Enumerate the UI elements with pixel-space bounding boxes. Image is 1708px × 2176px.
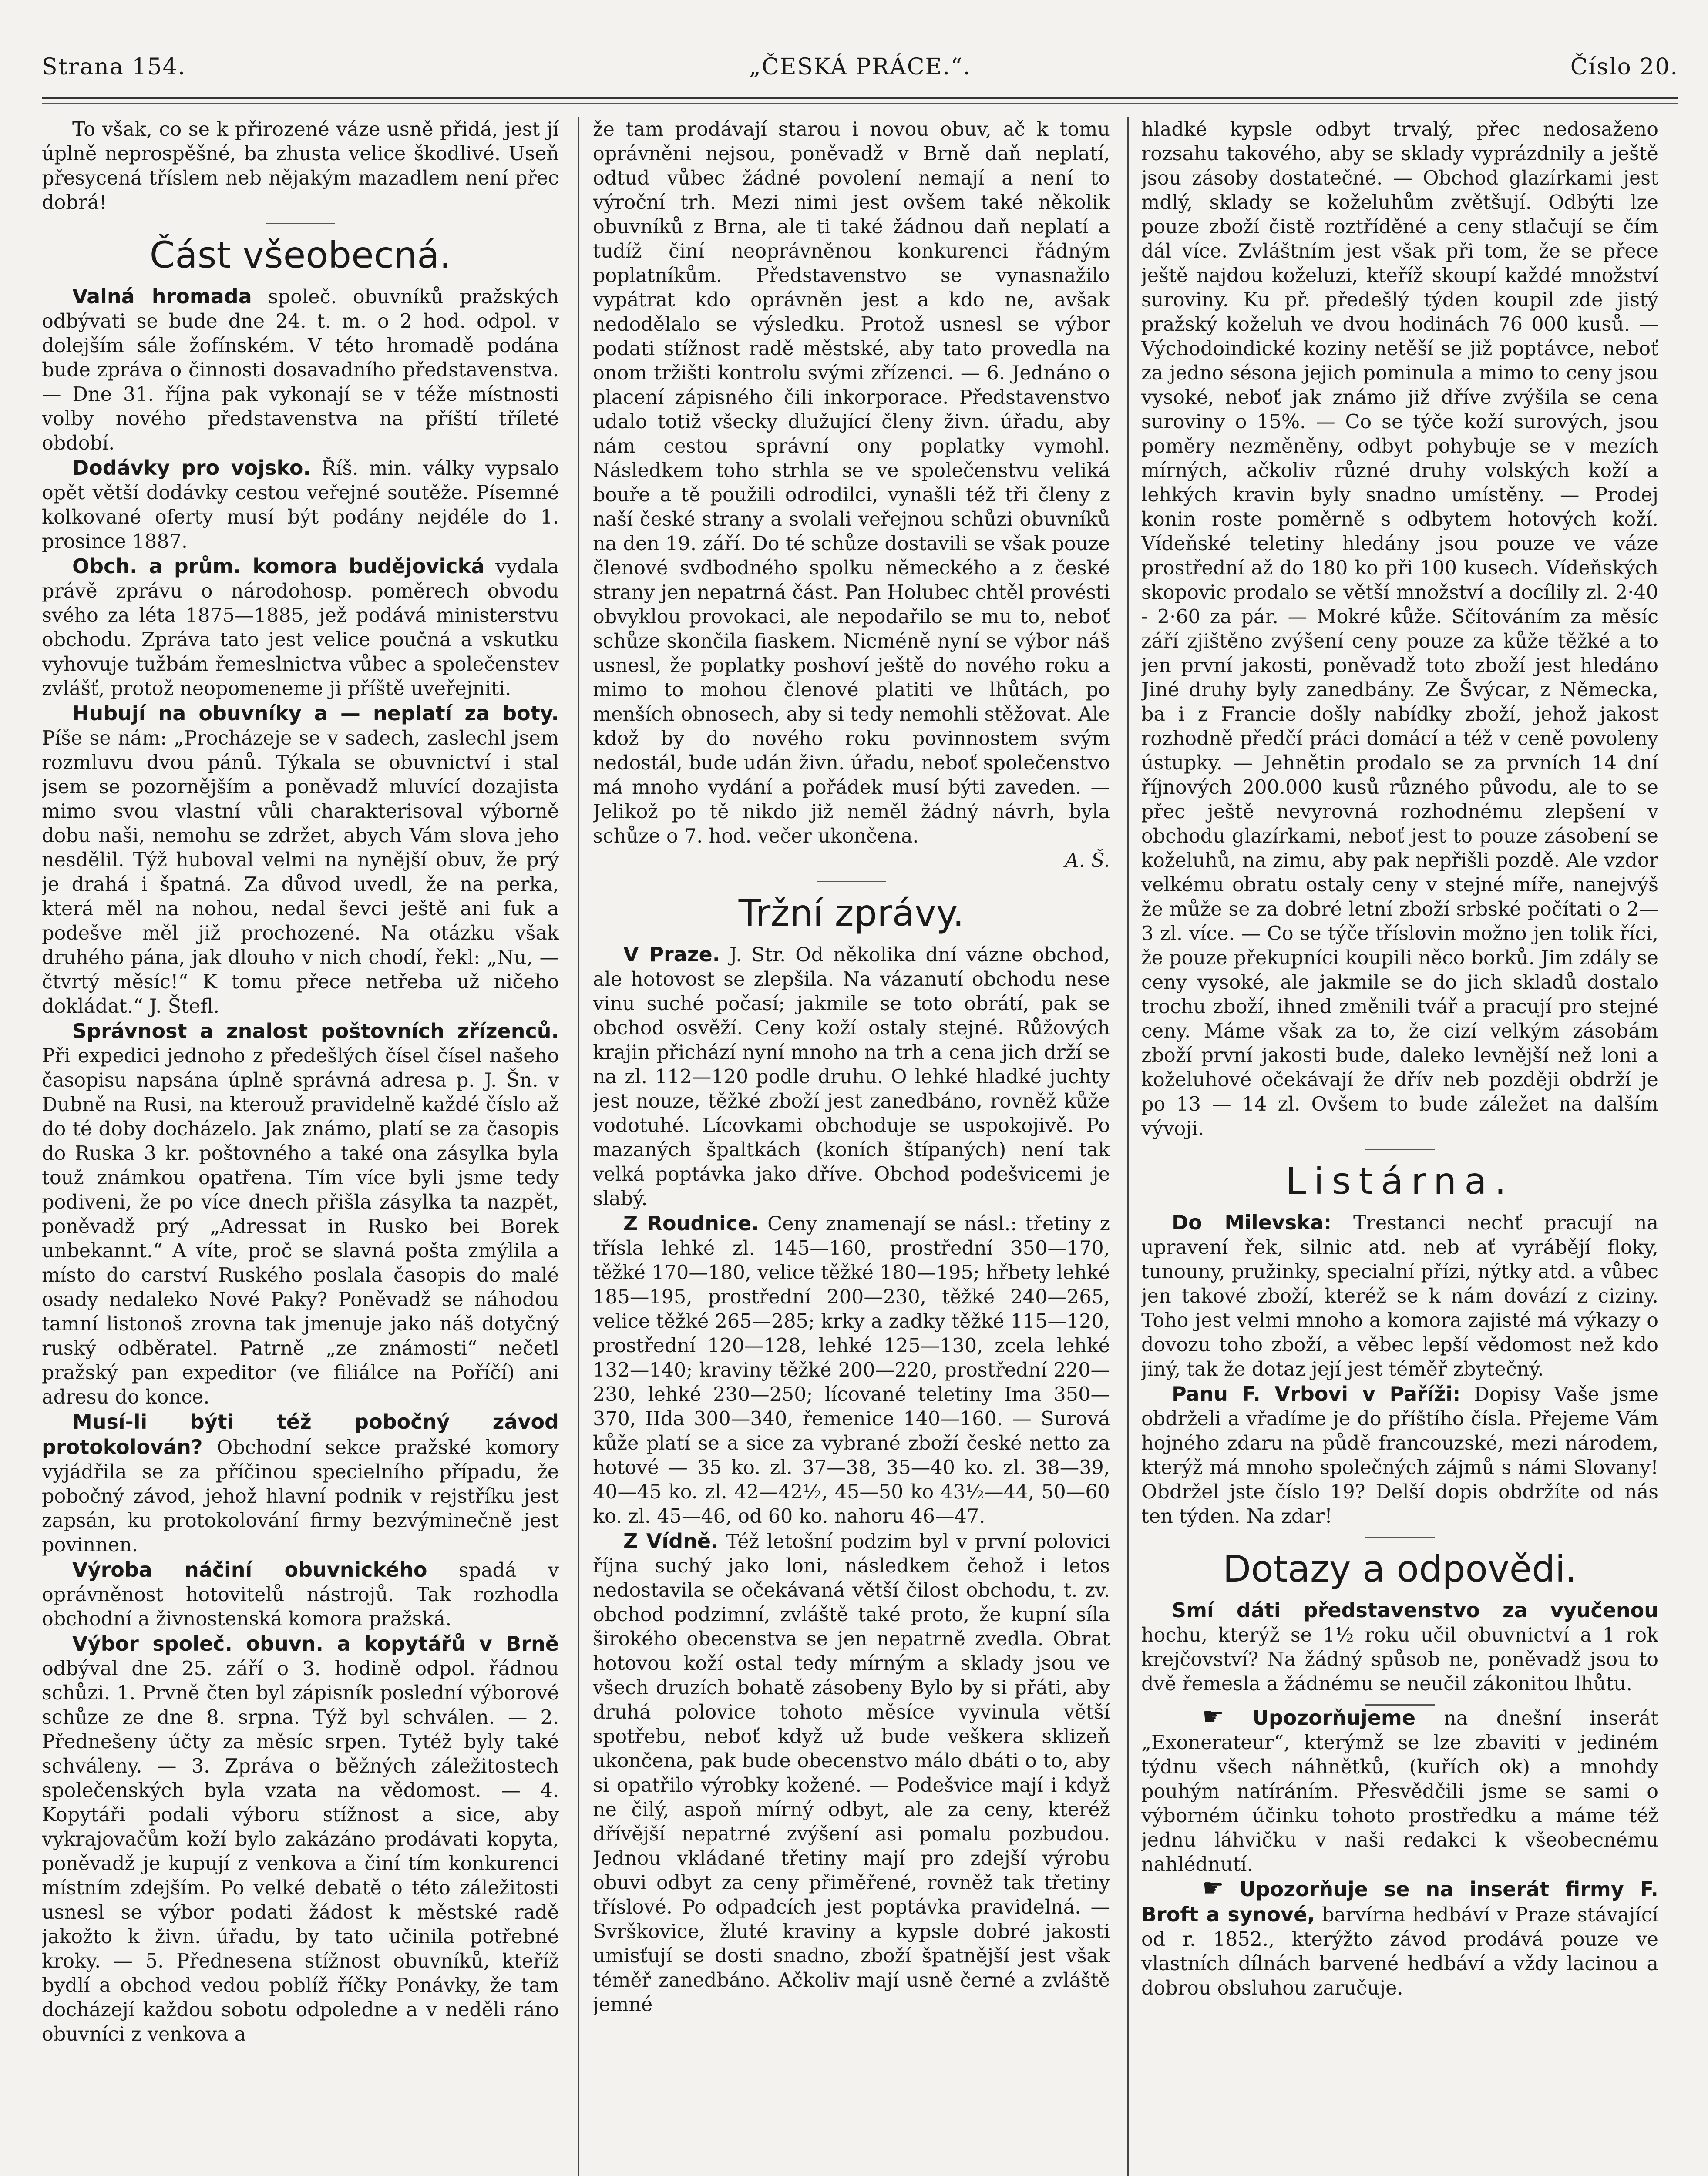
item-heading: Z Vídně.: [623, 1529, 719, 1553]
letter-reply: [1141, 1210, 1658, 1382]
item-text: Píše se nám: „Procházeje se v sadech, zaslechl jsem rozmluvu dvou pánů. Týkala se obuvnictví i stal jsem se pozornějším a poněvadž mluvící dozajista mimo svou vlastní vůli charakterisoval výborně dobu naši, nemohu se zdržet, abych Vám slova jeho nesdělil. Týž huboval velmi na nynější obuv, že prý je drahá i špatná. Za důvod uvedl, že na perka, která měl na nohou, nedal ševci ještě ani fuk a podešve měl již prochozené. Na otázku však druhého pána, jak dlouho v nich chodí, řekl: „Nu, — čtvrtý měsíc!“ K tomu přece netřeba už ničeho dokládat.“ J. Štefl.: [42, 727, 559, 1017]
item-text: vydala právě zprávu o národohosp. poměrech obvodu svého za léta 1875—1885, jež podává ministerstvu obchodu. Zpráva tato jest velice poučná a vskutku vyhovuje tužbám řemeslnictva vůbec a společenstev zvlášť, protož neopomeneme ji příště uveřejniti.: [42, 556, 559, 700]
column-1: [42, 118, 559, 2176]
separator: [817, 881, 886, 882]
signature: A. Š.: [1065, 850, 1110, 872]
item-heading: Dodávky pro vojsko.: [72, 456, 311, 480]
item-text: hochu, kterýž se 1½ roku učil obuvnictví a 1 rok krejčovství? Na žádný spůsob ne, poněvadž jsou to dvě řemesla a žádnému se neučil zákonitou lhůtu.: [1141, 1624, 1658, 1695]
news-item: [42, 1410, 559, 1558]
item-heading: Hubují na obuvníky a — neplatí za boty.: [72, 702, 559, 725]
notice-heading: Upozorňujeme: [1252, 1706, 1416, 1729]
pointing-hand-icon: ☛: [1202, 1703, 1224, 1731]
item-heading: Smí dáti představenstvo za vyučenou: [1172, 1598, 1658, 1622]
market-report: [593, 1529, 1110, 2017]
news-item: [42, 1558, 559, 1632]
notice-text: barvírna hedbáví v Praze stávající od r. 1852., kterýžto závod prodává pouze ve vlastních dílnách barvené hedbáví a vždy lacinou a dobrou obsluhou zaručuje.: [1141, 1904, 1658, 1999]
item-text: společ. obuvníků pražských odbývati se bude dne 24. t. m. o 2 hod. odpol. v dolejším sále žofínském. V této hromadě podána bude zpráva o činnosti dosavadního představenstva. — Dne 31. října pak vykonají se v téže místnosti volby nového představenstva na příští tříleté období.: [42, 286, 559, 454]
section-title: Část všeobecná.: [149, 234, 451, 276]
header-rule-thin: [42, 103, 1678, 104]
separator: [266, 223, 335, 224]
item-heading: Správnost a znalost poštovních zřízenců.: [72, 1019, 559, 1043]
separator: [1365, 1537, 1435, 1538]
separator: [1365, 1149, 1435, 1150]
continued-text: že tam prodávají starou i novou obuv, ač k tomu oprávněni nejsou, poněvadž v Brně daň neplatí, odtud vůbec žádné povolení nemají a není to výroční trh. Mezi nimi jest ovšem také několik obuvníků z Brna, ale ti také žádnou daň neplatí a tudíž činí neoprávněnou konkurenci řádným poplatníkům. Představenstvo se vynasnažilo vypátrat kdo oprávněn jest a kdo ne, avšak nedodělalo se výsledku. Protož usnesl se výbor podati stížnost radě městské, aby tato provedla na onom tržišti kontrolu svými zřízenci. — 6. Jednáno o placení zápisného čili inkorporace. Představenstvo udalo totiž všecky dlužující členy živn. úřadu, aby nám cestou správní ony poplatky vymohl. Následkem toho strhla se ve společenstvu veliká bouře a tě použili odrodilci, vynašli též tři členy z naší české strany a svolali veřejnou schůzi obuvníků na den 19. září. Do té schůze dostavili se však pouze členové svdbodného spolku německého a z české strany jen nepatrná část. Pan Holubec chtěl provésti obvyklou provokaci, ale nepodařilo se mu to, neboť schůze skončila fiaskem. Nicméně nyní se výbor náš usnesl, že poplatky poshoví ještě do nového roku a mimo to mohou členové platiti ve lhůtách, po menších obnosech, aby si tedy nemohli stěžovat. Ale kdož by do nového roku povinnostem svým nedostál, bude udán živn. úřadu, neboť společenstvo má mnoho vydání a pořádek musí býti zaveden. — Jelikož po tě nikdo již neměl žádný návrh, byla schůze o 7. hod. večer ukončena.: [593, 118, 1110, 847]
item-text: odbýval dne 25. září o 3. hodině odpol. řádnou schůzi. 1. Prvně čten byl zápisník poslední výborové schůze ze dne 8. srpna. Týž byl schválen. — 2. Přednešeny účty za měsíc srpen. Tytéž byly také schváleny. — 3. Zpráva o běžných záležitostech společenských byla vzata na vědomost. — 4. Kopytáři podali výboru stížnost a sice, aby vykrajovačům koží bylo zakázáno prodávati kopyta, poněvadž je kupují z venkova a činí tím konkurenci místním zdejším. Po velké debatě o této záležitosti usnesl se výbor podati žádost k městské radě jakožto k živn. úřadu, by tato učinila potřebné kroky. — 5. Přednesena stížnost obuvníků, kteříž bydlí a obchod vedou poblíž říčky Ponávky, že tam docházejí každou sobotu odpoledne a v neděli ráno obuvníci z venkova a: [42, 1658, 559, 2045]
item-heading: Obch. a prům. komora budějovická: [72, 554, 485, 578]
journal-title: „ČESKÁ PRÁCE.“.: [749, 54, 972, 80]
letter-reply: [1141, 1382, 1658, 1529]
item-heading: Výbor společ. obuvn. a kopytářů v Brně: [72, 1632, 559, 1656]
page-number: Strana 154.: [42, 54, 186, 80]
market-report: [593, 1211, 1110, 1529]
news-item: [42, 701, 559, 1019]
item-text: Obchodní sekce pražské komory vyjádřila se za příčinou specielního případu, že pobočný závod, jehož hlavní podnik v rejstříku jest zapsán, ku protokolování firmy bezvýminečně jest povinnen.: [42, 1437, 559, 1556]
item-heading: Do Milevska:: [1172, 1211, 1332, 1234]
news-item: [42, 284, 559, 456]
item-text: Dopisy Vaše jsme obdrželi a vřadíme je do příštího čísla. Přejeme Vám hojného zdaru na půdě francouzské, mezi národem, kterýž má mnoho společných zájmů s námi Slovany! Obdržel jste číslo 19? Delší dopis obdržíte od nás ten týden. Na zdar!: [1141, 1384, 1658, 1528]
item-heading: V Praze.: [623, 943, 720, 966]
column-3: [1141, 118, 1658, 2176]
section-title: Listárna.: [1285, 1160, 1514, 1202]
qa-item: [1141, 1598, 1658, 1696]
notice-text: na dnešní inserát „Exoneratеur“, kterýmž se lze zbaviti v jediném týdnu všech náhnětků, (kuřích ok) a mnohdy pouhým natíráním. Přesvědčili jsme se sami o výborném účinku tohoto prostředku a máme též jednu láhvičku v naši redakci k všeobecnému nahlédnutí.: [1141, 1707, 1658, 1876]
column-2: [593, 118, 1110, 2176]
item-heading: Musí-li býti též pobočný závod protokolován?: [42, 1410, 559, 1459]
issue-number: Číslo 20.: [1570, 54, 1678, 80]
item-text: spadá v oprávněnost hotovitelů nástrojů. Tak rozhodla obchodní a živnostenská komora pražská.: [42, 1559, 559, 1630]
item-heading: Výroba náčiní obuvnického: [72, 1558, 427, 1582]
item-heading: Panu F. Vrbovi v Paříži:: [1172, 1382, 1461, 1406]
item-heading: Valná hromada: [72, 285, 252, 308]
column-divider: [1127, 117, 1129, 2176]
news-item: [42, 554, 559, 701]
news-item: [42, 1019, 559, 1410]
news-item: [42, 456, 559, 554]
item-text: Též letošní podzim byl v první polovici října suchý jako loni, následkem čehož i letos nedostavila se očekávaná větší čilost obchodu, t. zv. obchod podzimní, zvláště také proto, že kupní síla širokého obecenstva se jen nepatrně zvedla. Obrat hotovou koží ostal tedy mírným a sklady jsou ve všech druzích bohatě zásobeny Bylo by si přáti, aby druhá polovice tohoto měsíce vyvinula větší spotřebu, neboť když už bude veškera sklizeň ukončena, pak bude obecenstvo málo dbáti o to, aby si opatřilo výrobky kožené. — Podešvice mají i když ne čilý, aspoň mírný odbyt, ale za ceny, kteréž dřívější nepatrné zvýšení asi pomalu pozbudou. Jednou vkládané třetiny mají pro zdejší výrobu obuvi odbyt za ceny přiměřené, rovněž tak třetiny tříslové. Po odpadcích jest poptávka pravidelná. — Svrškovice, žluté kraviny a kypsle dobré jakosti umisťují se dosti snadno, zboží špatnější jest však téměř zanedbáno. Ačkoliv mají usně černé a zvláště jemné: [593, 1531, 1110, 2016]
notice: [1141, 1703, 1658, 1877]
item-text: J. Str. Od několika dní vázne obchod, ale hotovost se zlepšila. Na vázanutí obchodu nese vinu suché počasí; jakmile se toto obrátí, pak se obchod osvěží. Ceny koží ostaly stejné. Růžových krajin přichází nyní mnoho na trh a cena jich drží se na zl. 112—120 podle druhu. O lehké hladké juchty jest nouze, těžké zboží jest zanedbáno, rovněž kůže vodotuhé. Lícovkami obchoduje se uspokojivě. Po mazaných špaltkách (koních štípaných) není tak velká poptávka jako dříve. Obchod podešvicemi je slabý.: [593, 944, 1110, 1210]
section-title: Tržní zprávy.: [738, 892, 965, 934]
news-item: [42, 1632, 559, 2047]
column-divider: [578, 117, 579, 2176]
notice: [1141, 1874, 1658, 2001]
notice-heading: Upozorňuje se na inserát firmy F. Broft a synové,: [1141, 1877, 1658, 1926]
item-text: Při expedici jednoho z předešlých čísel čísel našeho časopisu napsána úplně správná adresa p. J. Šn. v Dubně na Rusi, na kterouž pravidelně každé číslo až do té doby docházelo. Jak známo, platí se za časopis do Ruska 3 kr. poštovného a také ona zásylka byla touž známkou opatřena. Tím více byli jsme tedy podiveni, že po více dnech přišla zásylka ta nazpět, poněvadž prý „Adressat in Rusko bei Borek unbekannt.“ A víte, proč se slavná pošta zmýlila a místo do carství Ruského poslala časopis do malé osady nedaleko Nové Paky? Poněvadž se náhodou tamní listonoš zrovna tak jmenuje jako náš dotyčný ruský odběratel. Patrně „ze známosti“ nečetl pražský pan expeditor (ve filiálce na Poříčí) ani adresu do konce.: [42, 1045, 559, 1408]
item-text: Ceny znamenají se násl.: třetiny z třísla lehké zl. 145—160, prostřední 350—170, těžké 170—180, velice těžké 180—195; hřbety lehké 185—195, prostřední 200—230, těžké 240—265, velice těžké 265—285; krky a zadky těžké 115—120, prostřední 120—128, lehké 125—130, zcela lehké 132—140; kraviny těžké 200—220, prostřední 220—230, lehké 230—250; lícované teletiny Ima 350—370, IIda 300—340, řemenice 140—160. — Surová kůže platí se a sice za vybrané zboží české netto za hotové — 35 ko. zl. 37—38, 35—40 ko. zl. 38—39, 40—45 ko. zl. 42—42½, 45—50 ko 43½—44, 50—60 ko. zl. 45—46, od 60 ko. nahoru 46—47.: [593, 1213, 1110, 1528]
intro-paragraph: To však, co se k přirozené váze usně přidá, jest jí úplně neprospěšné, ba zhusta velice škodlivé. Useň přesycená tříslem neb nějakým mazadlem není přec dobrá!: [42, 118, 559, 214]
item-text: Říš. min. války vypsalo opět větší dodávky cestou veřejné soutěže. Písemné kolkované oferty musí být podány nejdéle do 1. prosince 1887.: [42, 457, 559, 553]
market-report: [593, 942, 1110, 1211]
header-rule: [42, 97, 1678, 99]
item-text: Trestanci nechť pracují na upravení řek, silnic atd. neb ať vyrábějí floky, tunouny, pružinky, specialní přízi, nýtky atd. a vůbec jen takové zboží, kteréž se k nám dovází z ciziny. Toho jest velmi mnoho a komora zajisté má výkazy o dovozu toho zboží, a věbec lepší vědomost než kdo jiný, tak že dotaz její jest téměř zbytečný.: [1141, 1212, 1658, 1380]
item-heading: Z Roudnice.: [623, 1212, 759, 1235]
page-header: [42, 54, 1678, 89]
continued-text: hladké kypsle odbyt trvalý, přec nedosaženo rozsahu takového, aby se sklady vyprázdnily a ještě jsou zásoby dostatečné. — Obchod glazírkami jest mdlý, sklady se koželuhům zvětšují. Odbýti lze pouze zboží čistě roztříděné a ceny stlačují se čím dál více. Zvláštním jest však při tom, že se přece ještě najdou koželuzi, kteříž skoupí každé množství suroviny. Ku př. předešlý týden koupil zde jistý pražský koželuh ve dvou hodinách 76 000 kusů. — Východoindické koziny netěší se již poptávce, neboť za jedno sésona jejich pominula a mimo to ceny jsou vysoké, neboť jak známo již dříve zvýšila se cena suroviny o 15%. — Co se týče koží surových, jsou poměry nezměněny, odbyt pohybuje se v mezích mírných, ačkoliv různé druhy volských koží a lehkých kravin byly snadno umístěny. — Prodej konin roste poměrně s odbytem hotových koží. Vídeňské teletiny hledány jsou pouze ve váze prostřední až do 180 ko při 100 kusech. Vídeňských skopovic prodalo se větší množství a docílily zl. 2·40 - 2·60 za pár. — Mokré kůže. Sčítováním za měsíc září zjištěno zvýšení ceny pouze za kůže těžké a to jen první jakosti, poněvadž toto zboží jest hledáno Jiné druhy byly zanedbány. Ze Švýcar, z Německa, ba i z Francie došly nabídky zboží, jehož jakost rozhodně předčí práci domácí a též v ceně povoleny ústupky. — Jehnětin prodalo se za prvních 14 dní říjnových 200.000 kusů různého původu, ale to se přec ještě nevyrovná rozhodnému zlepšení v obchodu glazírkami, neboť jest to pouze zásobení se koželuhů, na zimu, aby pak nepřišli pozdě. Ale vzdor velkému obratu ostaly ceny v stejné míře, nanejvýš že může se za dobré letní zboží srbské počítati o 2—3 zl. více. — Co se týče tříslovin možno jen tolik říci, že pouze překupníci koupili něco borků. Jim zdály se ceny vysoké, ale jakmile se do jich skladů dostalo trochu zboží, ihned změnili tvář a pracují pro stejné ceny. Máme však za to, že cizí velkým zásobám zboží první jakosti bude, daleko levnější než loni a koželuhové očekávají že dřív neb později obdrží je po 13 — 14 zl. Ovšem to bude záležet na dalším vývoji.: [1141, 118, 1658, 1140]
section-title: Dotazy a odpovědi.: [1223, 1548, 1577, 1590]
pointing-hand-icon: ☛: [1202, 1874, 1224, 1902]
